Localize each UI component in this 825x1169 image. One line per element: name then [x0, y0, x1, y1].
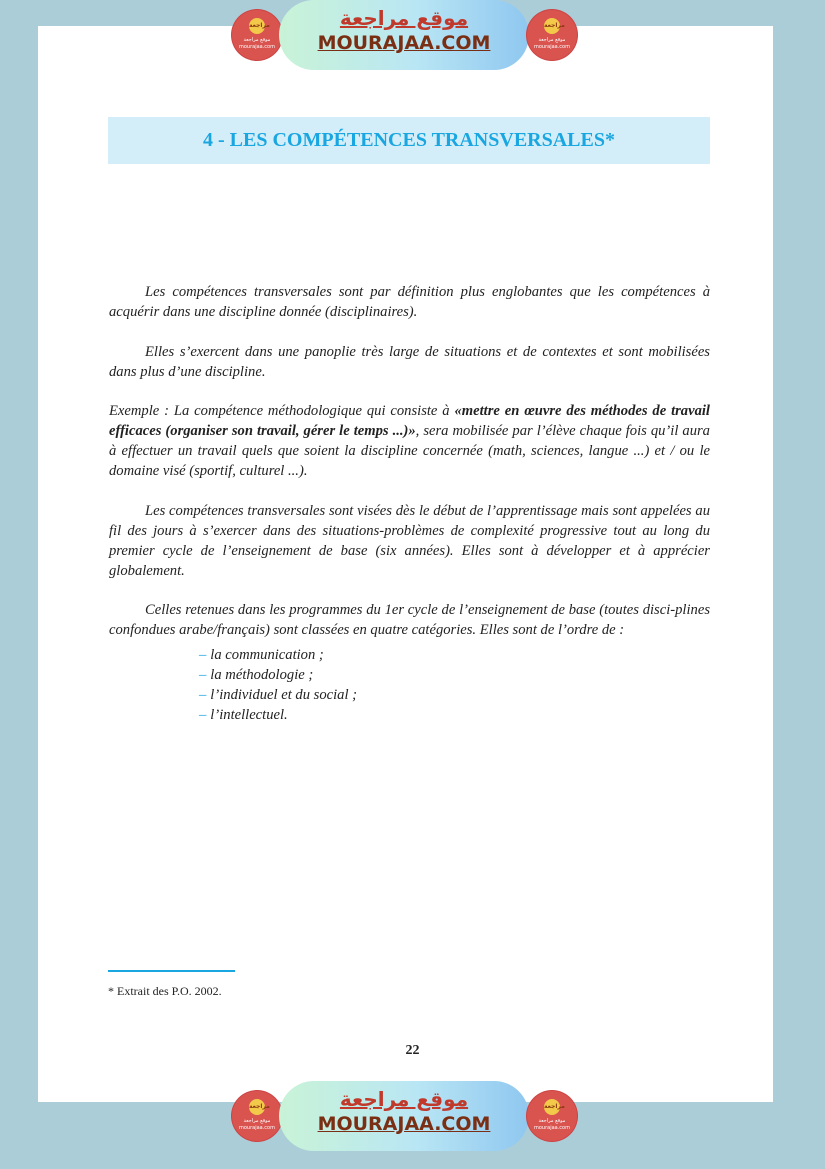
list-item — [199, 645, 710, 665]
example-rest: , sera mobilisée par l’élève chaque fois qu’il aura à effectuer un travail quels que soient la discipline concernée (math, sciences, langue ...) et / ou le domaine visé (sportif, culturel ...). — [109, 423, 710, 479]
logo-caption — [530, 37, 574, 51]
watermark-banner-bottom[interactable] — [232, 1081, 577, 1151]
watermark-link[interactable] — [279, 1081, 529, 1151]
logo-caption — [530, 1118, 574, 1132]
paragraph: Les compétences transversales sont par définition plus englobantes que les compétences à acquérir dans une discipline donnée (disciplinaires). — [109, 284, 710, 320]
competence-list — [199, 645, 710, 725]
logo-badge: مراجعة — [544, 18, 560, 34]
watermark-arabic: موقع مراجعة — [339, 1087, 469, 1111]
logo-caption-en: mourajaa.com — [533, 1125, 570, 1131]
list-dash: – — [199, 647, 207, 663]
watermark-arabic: موقع مراجعة — [339, 6, 469, 30]
list-item-text: la méthodologie ; — [210, 667, 314, 683]
logo-badge: مراجعة — [249, 1099, 265, 1115]
site-logo-icon — [232, 10, 282, 60]
logo-badge: مراجعة — [249, 18, 265, 34]
paragraph: Elles s’exercent dans une panoplie très large de situations et de contextes et sont mobilisées dans plus d’une discipline. — [109, 343, 710, 380]
logo-caption-ar: موقع مراجعة — [538, 37, 566, 43]
logo-badge: مراجعة — [544, 1099, 560, 1115]
list-item — [199, 685, 710, 705]
page-number: 22 — [405, 1043, 420, 1058]
logo-caption-ar: موقع مراجعة — [538, 1118, 566, 1124]
paragraph: Celles retenues dans les programmes du 1er cycle de l’enseignement de base (toutes disci-plines confondues arabe/français) sont classées en quatre catégories. Elles sont de l’ordre de : — [109, 602, 710, 638]
paragraph: Les compétences transversales sont visées dès le début de l’apprentissage mais sont appelées au fil des jours à s’exercer dans des situations-problèmes de complexité progressive tout au long du premier cycle de l’enseignement de base (six années). Elles sont à développer et à apprécier globalement. — [109, 502, 710, 579]
logo-caption-ar: موقع مراجعة — [243, 37, 271, 43]
example-quote: «mettre en œuvre des méthodes de travail efficaces (organiser son travail, gérer le temps ...)» — [109, 403, 710, 439]
list-item-text: l’individuel et du social ; — [210, 687, 358, 703]
logo-caption-en: mourajaa.com — [533, 44, 570, 50]
list-item-text: la communication ; — [210, 647, 324, 663]
document-body — [109, 282, 710, 725]
list-item-text: l’intellectuel. — [210, 707, 288, 723]
list-item — [199, 705, 710, 725]
watermark-banner-top[interactable] — [232, 0, 577, 70]
list-item — [199, 665, 710, 685]
watermark-link[interactable] — [279, 0, 529, 70]
footnote-divider — [108, 970, 235, 972]
list-dash: – — [199, 667, 207, 683]
watermark-latin: MOURAJAA.COM — [317, 32, 491, 54]
list-dash: – — [199, 687, 207, 703]
list-dash: – — [199, 707, 207, 723]
logo-caption-en: mourajaa.com — [238, 44, 275, 50]
site-logo-icon — [527, 1091, 577, 1141]
logo-caption-ar: موقع مراجعة — [243, 1118, 271, 1124]
logo-caption — [235, 37, 279, 51]
site-logo-icon — [527, 10, 577, 60]
paragraph-example — [109, 401, 710, 481]
footnote: * Extrait des P.O. 2002. — [108, 984, 222, 998]
section-title: 4 - LES COMPÉTENCES TRANSVERSALES* — [203, 129, 615, 151]
section-title-box — [108, 117, 710, 164]
watermark-latin: MOURAJAA.COM — [317, 1113, 491, 1135]
logo-caption — [235, 1118, 279, 1132]
logo-caption-en: mourajaa.com — [238, 1125, 275, 1131]
site-logo-icon — [232, 1091, 282, 1141]
example-intro: Exemple : La compétence méthodologique qui consiste à — [109, 403, 455, 419]
